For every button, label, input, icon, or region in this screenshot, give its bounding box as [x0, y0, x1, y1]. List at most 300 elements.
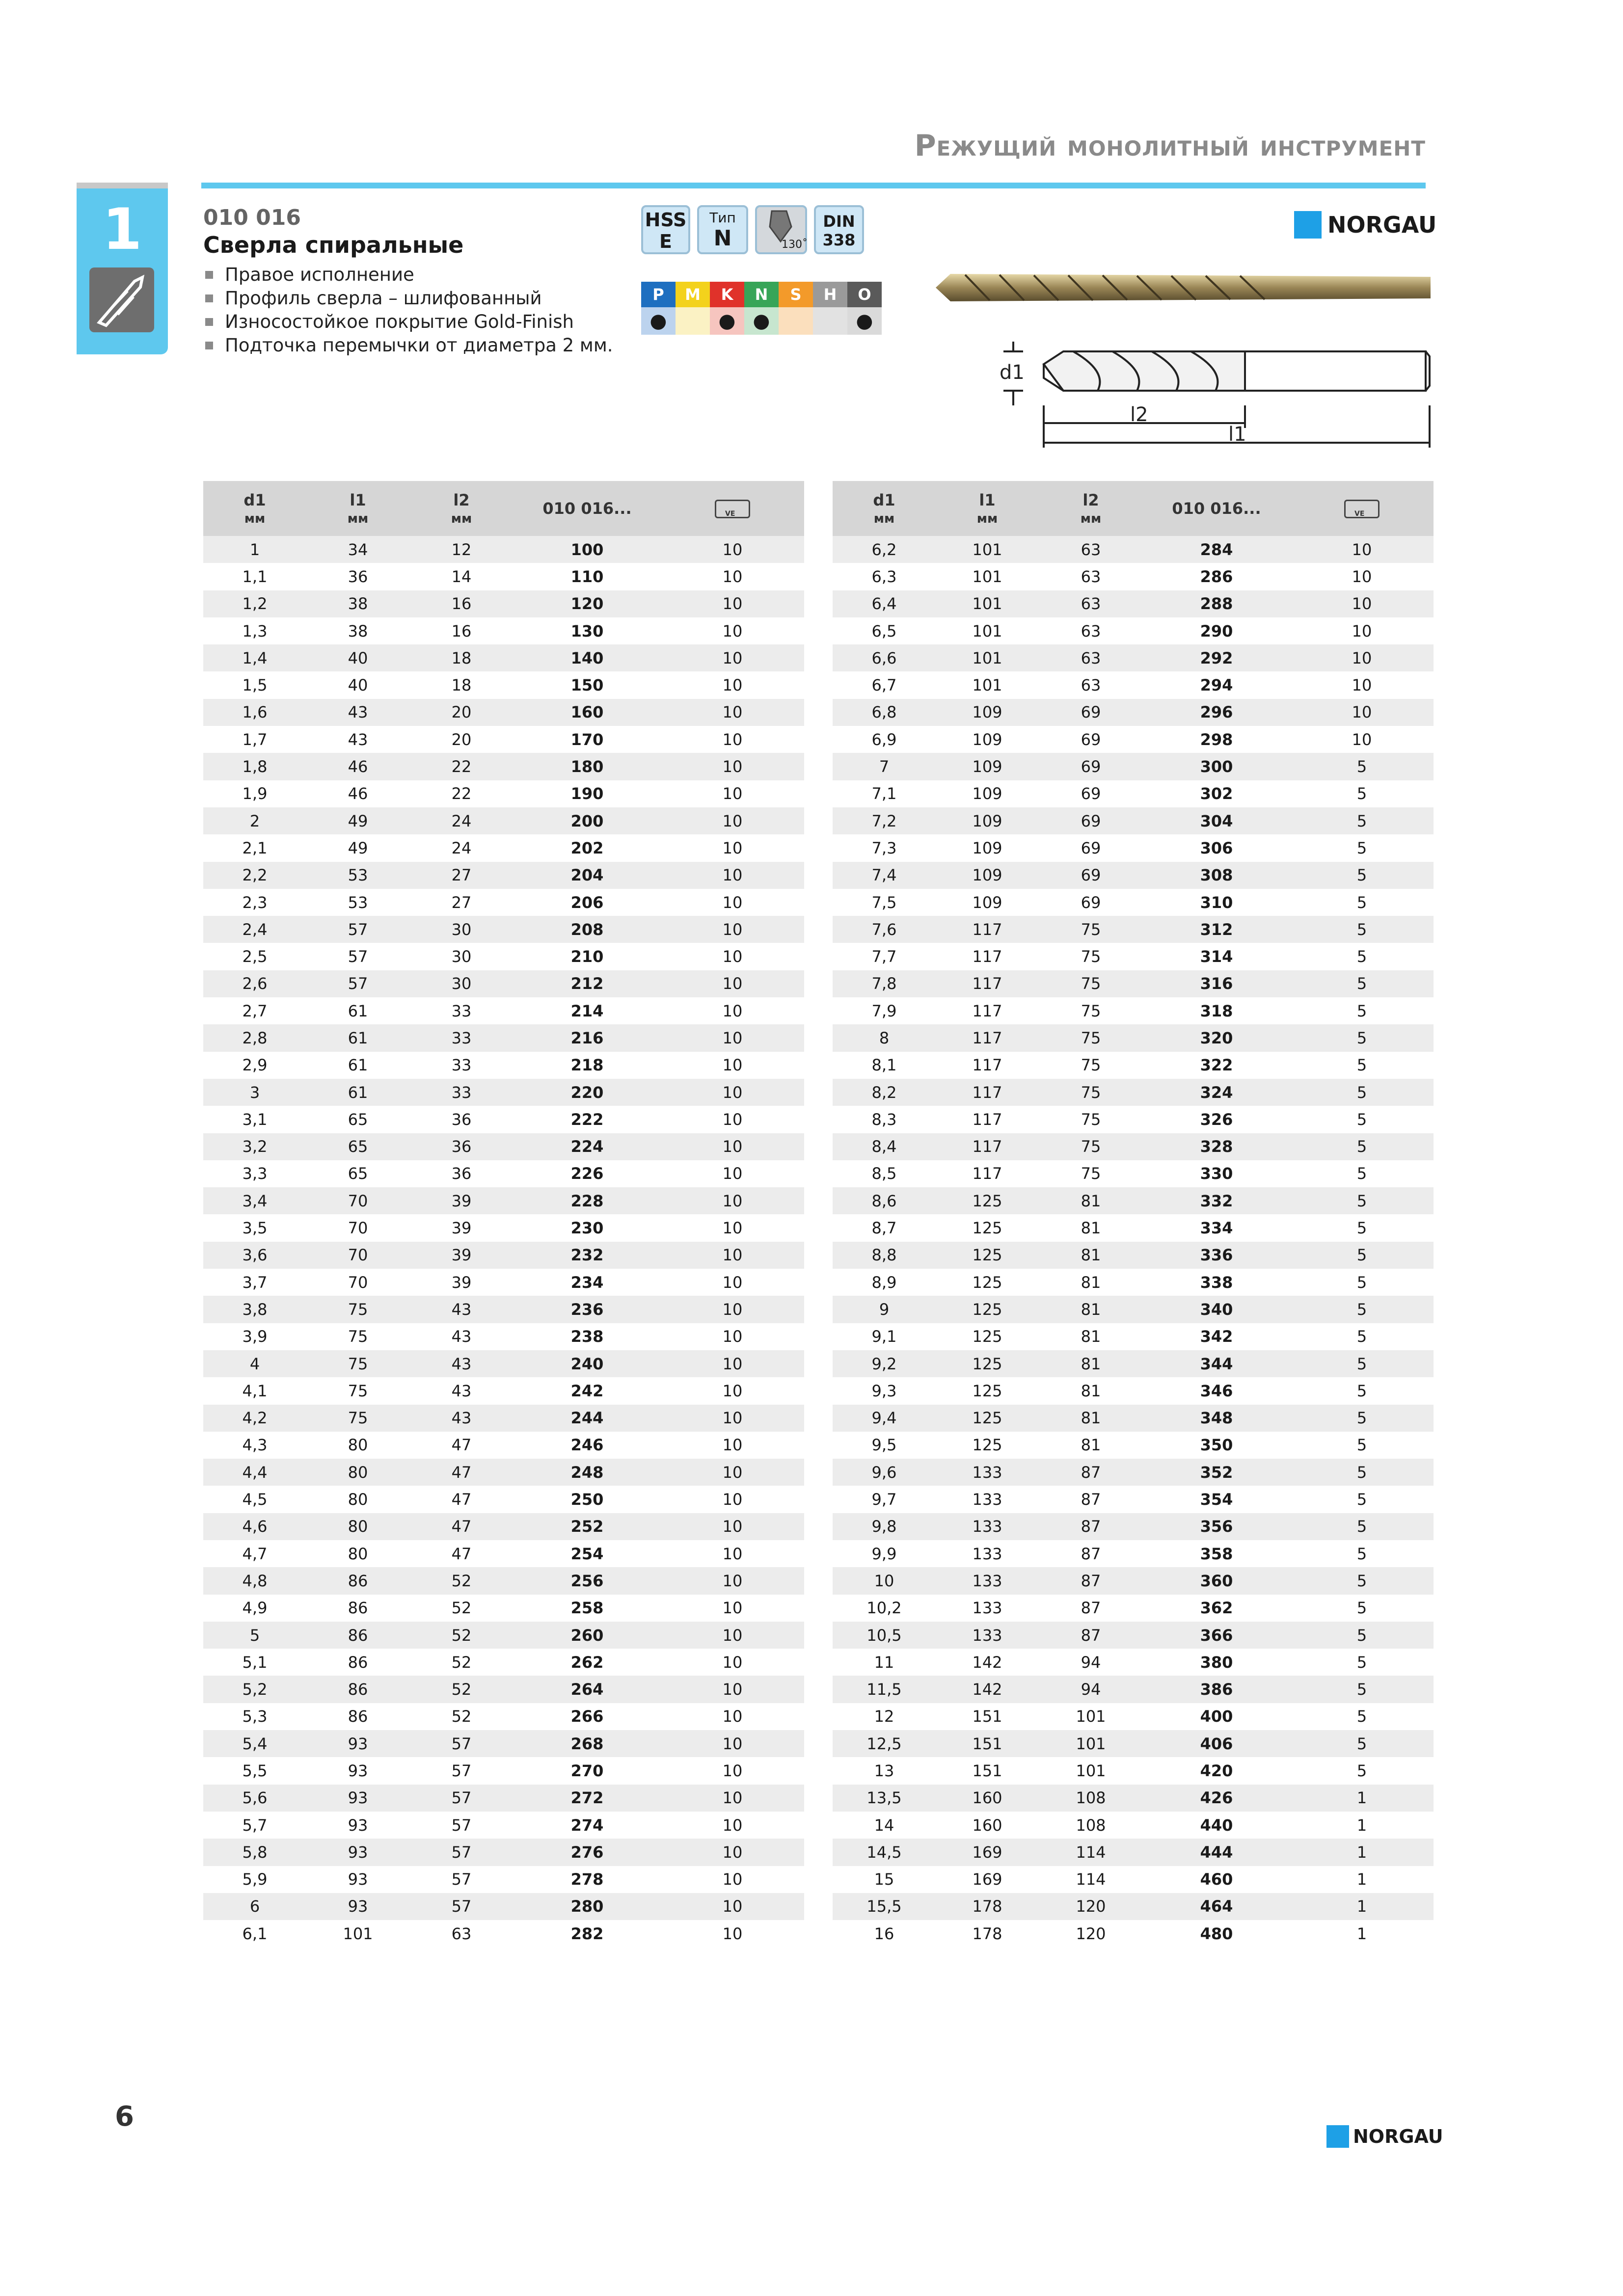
cell-pack-qty: 10 [661, 1459, 804, 1486]
table-row [203, 1133, 804, 1160]
cell-l2: 18 [409, 644, 514, 671]
cell-d1: 9,4 [833, 1405, 936, 1432]
cell-d1: 6,4 [833, 590, 936, 617]
cell-l1: 125 [972, 1327, 1002, 1346]
feature-item: Износостойкое покрытие Gold-Finish [203, 310, 613, 334]
material-m: M [676, 282, 710, 307]
cell-l2: 43 [409, 1350, 514, 1377]
cell-d1: 7,5 [871, 893, 897, 912]
drill-photo [936, 262, 1433, 313]
table-row [833, 617, 1434, 644]
cell-article: 266 [570, 1707, 604, 1726]
cell-pack-qty: 5 [1290, 1459, 1434, 1486]
cell-pack-qty: 10 [722, 621, 743, 641]
header-article: 010 016... [514, 481, 661, 536]
table-row [833, 780, 1434, 807]
cell-l1: 142 [936, 1676, 1039, 1703]
cell-article: 296 [1143, 699, 1290, 726]
cell-l1: 40 [348, 676, 368, 695]
cell-article: 318 [1200, 1001, 1233, 1020]
cell-pack-qty: 5 [1356, 838, 1367, 857]
table-row [203, 1106, 804, 1133]
cell-article: 256 [514, 1567, 661, 1594]
cell-article: 110 [570, 567, 604, 586]
cell-pack-qty: 5 [1356, 1327, 1367, 1346]
cell-l1: 125 [936, 1296, 1039, 1323]
cell-article: 212 [514, 970, 661, 997]
cell-d1: 1,1 [242, 567, 268, 586]
cell-article: 288 [1143, 590, 1290, 617]
cell-l2: 101 [1076, 1707, 1106, 1726]
cell-pack-qty: 10 [722, 1001, 743, 1020]
cell-l2: 75 [1039, 1133, 1143, 1160]
table-row [203, 726, 804, 753]
material-m-indicator [676, 307, 710, 335]
cell-pack-qty: 10 [661, 1350, 804, 1377]
cell-l2: 94 [1039, 1676, 1143, 1703]
cell-d1: 14,5 [833, 1839, 936, 1866]
table-row [203, 916, 804, 943]
cell-pack-qty: 1 [1290, 1785, 1434, 1812]
cell-l1: 109 [936, 807, 1039, 834]
cell-l1: 125 [972, 1219, 1002, 1238]
cell-d1: 4,8 [203, 1567, 306, 1594]
cell-l1: 70 [348, 1273, 368, 1292]
cell-l2: 87 [1039, 1622, 1143, 1649]
cell-pack-qty: 5 [1290, 807, 1434, 834]
cell-pack-qty: 5 [1356, 1110, 1367, 1129]
cell-l2: 63 [1081, 567, 1101, 586]
cell-l1: 101 [972, 676, 1002, 695]
cell-l1: 43 [306, 699, 409, 726]
cell-l1: 117 [936, 1133, 1039, 1160]
cell-l1: 61 [306, 1079, 409, 1106]
cell-l2: 57 [409, 1839, 514, 1866]
table-row [833, 726, 1434, 753]
cell-l1: 93 [348, 1762, 368, 1780]
cell-l2: 81 [1081, 1219, 1101, 1238]
table-row [203, 1676, 804, 1703]
cell-l1: 53 [306, 862, 409, 889]
cell-pack-qty: 10 [1352, 676, 1372, 695]
cell-l2: 81 [1039, 1405, 1143, 1432]
feature-item: Подточка перемычки от диаметра 2 мм. [203, 334, 613, 357]
cell-article: 252 [514, 1513, 661, 1540]
cell-l1: 86 [348, 1653, 368, 1672]
cell-l2: 69 [1039, 862, 1143, 889]
cell-l2: 36 [409, 1133, 514, 1160]
cell-pack-qty: 5 [1356, 1544, 1367, 1563]
table-row [833, 1323, 1434, 1350]
table-row [203, 1187, 804, 1214]
table-row [203, 1920, 804, 1947]
cell-article: 216 [514, 1024, 661, 1051]
cell-l1: 57 [348, 947, 368, 966]
product-code: 010 016 [203, 205, 301, 230]
cell-l2: 27 [409, 862, 514, 889]
cell-l1: 80 [306, 1459, 409, 1486]
cell-l1: 169 [972, 1870, 1002, 1889]
table-row [833, 1540, 1434, 1567]
cell-l2: 63 [1081, 621, 1101, 641]
cell-d1: 10,2 [866, 1599, 902, 1618]
cell-l2: 81 [1039, 1296, 1143, 1323]
cell-pack-qty: 10 [722, 1544, 743, 1563]
table-header [833, 481, 1434, 536]
cell-d1: 3 [203, 1079, 306, 1106]
cell-pack-qty: 10 [1290, 644, 1434, 671]
cell-l1: 49 [348, 838, 368, 857]
table-row [833, 671, 1434, 698]
cell-l2: 20 [409, 699, 514, 726]
header-d1 [203, 481, 306, 536]
cell-pack-qty: 10 [722, 1870, 743, 1889]
cell-article: 180 [514, 753, 661, 780]
cell-article: 246 [570, 1436, 604, 1455]
cell-article: 440 [1200, 1815, 1233, 1835]
cell-pack-qty: 10 [661, 536, 804, 563]
cell-article: 386 [1143, 1676, 1290, 1703]
cell-d1: 4,5 [242, 1490, 268, 1509]
pack-quantity-icon [715, 500, 750, 518]
header-l2 [1039, 481, 1143, 536]
table-row [833, 1106, 1434, 1133]
table-row [203, 1052, 804, 1079]
cell-d1: 16 [874, 1924, 894, 1943]
cell-article: 100 [514, 536, 661, 563]
cell-l2: 36 [451, 1164, 472, 1183]
cell-l1: 125 [972, 1273, 1002, 1292]
cell-l2: 120 [1039, 1893, 1143, 1920]
cell-article: 326 [1200, 1110, 1233, 1129]
table-row [833, 1676, 1434, 1703]
table-row [203, 1432, 804, 1459]
cell-pack-qty: 10 [722, 1327, 743, 1346]
cell-article: 150 [570, 676, 604, 695]
table-row [203, 1730, 804, 1757]
table-row [203, 943, 804, 970]
cell-pack-qty: 1 [1290, 1893, 1434, 1920]
cell-l2: 75 [1081, 1056, 1101, 1075]
cell-l2: 57 [409, 1730, 514, 1757]
cell-d1: 13,5 [833, 1785, 936, 1812]
cell-l1: 86 [306, 1567, 409, 1594]
cell-article: 336 [1143, 1242, 1290, 1269]
cell-pack-qty: 10 [722, 838, 743, 857]
cell-l2: 33 [409, 1024, 514, 1051]
cell-d1: 6 [203, 1893, 306, 1920]
table-row [833, 1893, 1434, 1920]
brand-logo: NORGAU [1327, 212, 1437, 238]
cell-article: 170 [570, 730, 604, 749]
cell-l1: 43 [348, 730, 368, 749]
table-row [203, 1866, 804, 1893]
cell-l1: 133 [972, 1544, 1002, 1563]
header-l1-label: l1 [979, 491, 996, 509]
header-l2 [409, 481, 514, 536]
table-row [203, 834, 804, 861]
cell-l2: 69 [1081, 838, 1101, 857]
cell-pack-qty: 5 [1356, 1599, 1367, 1618]
cell-article: 316 [1143, 970, 1290, 997]
table-row [203, 1242, 804, 1269]
cell-d1: 9,9 [871, 1544, 897, 1563]
cell-pack-qty: 10 [1352, 621, 1372, 641]
cell-l1: 46 [306, 753, 409, 780]
cell-l2: 47 [409, 1513, 514, 1540]
cell-pack-qty: 10 [722, 1056, 743, 1075]
material-n: N [744, 282, 779, 307]
cell-d1: 2,9 [242, 1056, 268, 1075]
cell-article: 234 [570, 1273, 604, 1292]
table-row [833, 970, 1434, 997]
table-row [833, 1812, 1434, 1839]
cell-l2: 75 [1039, 1024, 1143, 1051]
cell-pack-qty: 5 [1290, 1024, 1434, 1051]
cell-pack-qty: 10 [661, 807, 804, 834]
diagram-l2-label: l2 [1130, 403, 1148, 426]
table-row [833, 997, 1434, 1024]
cell-l1: 38 [306, 590, 409, 617]
cell-d1: 2,4 [203, 916, 306, 943]
cell-d1: 7,4 [833, 862, 936, 889]
header-l1 [306, 481, 409, 536]
cell-pack-qty: 1 [1290, 1839, 1434, 1866]
material-k: K [710, 282, 744, 307]
header-d1-label: d1 [873, 491, 895, 509]
cell-article: 334 [1200, 1219, 1233, 1238]
cell-l1: 117 [936, 1024, 1039, 1051]
cell-l2: 39 [409, 1187, 514, 1214]
table-row [833, 1187, 1434, 1214]
cell-l2: 114 [1039, 1839, 1143, 1866]
cell-l2: 22 [451, 784, 472, 803]
cell-d1: 4,3 [242, 1436, 268, 1455]
table-row [203, 699, 804, 726]
cell-d1: 8,7 [871, 1219, 897, 1238]
cell-l2: 120 [1076, 1924, 1106, 1943]
cell-pack-qty: 10 [661, 916, 804, 943]
cell-article: 238 [570, 1327, 604, 1346]
cell-l2: 33 [451, 1001, 472, 1020]
cell-l2: 63 [1039, 644, 1143, 671]
cell-article: 222 [570, 1110, 604, 1129]
cell-l2: 43 [451, 1327, 472, 1346]
cell-pack-qty: 5 [1290, 970, 1434, 997]
cell-l1: 117 [972, 1001, 1002, 1020]
cell-l1: 46 [348, 784, 368, 803]
cell-l1: 101 [972, 621, 1002, 641]
cell-article: 338 [1200, 1273, 1233, 1292]
table-row [833, 1513, 1434, 1540]
material-p-indicator: ● [641, 307, 676, 335]
cell-d1: 9,8 [833, 1513, 936, 1540]
table-row [203, 563, 804, 590]
cell-d1: 8,8 [833, 1242, 936, 1269]
cell-l2: 114 [1076, 1870, 1106, 1889]
cell-article: 354 [1200, 1490, 1233, 1509]
cell-d1: 15,5 [833, 1893, 936, 1920]
cell-d1: 5,8 [203, 1839, 306, 1866]
table-row [833, 1052, 1434, 1079]
cell-article: 342 [1200, 1327, 1233, 1346]
pack-quantity-icon [1344, 500, 1380, 518]
cell-article: 480 [1200, 1924, 1233, 1943]
cell-article: 250 [570, 1490, 604, 1509]
cell-d1: 6,3 [871, 567, 897, 586]
size-table-left [203, 481, 804, 1947]
cell-d1: 9,5 [871, 1436, 897, 1455]
table-row [833, 1242, 1434, 1269]
cell-d1: 6,7 [871, 676, 897, 695]
cell-pack-qty: 10 [722, 1490, 743, 1509]
section-title: Режущий монолитный инструмент [914, 129, 1426, 163]
page-number: 6 [115, 2101, 134, 2133]
cell-d1: 3,1 [242, 1110, 268, 1129]
cell-d1: 7,1 [871, 784, 897, 803]
cell-article: 282 [570, 1924, 604, 1943]
cell-l2: 39 [409, 1242, 514, 1269]
chapter-tab-top [77, 183, 168, 188]
table-row [203, 1350, 804, 1377]
table-row [203, 671, 804, 698]
cell-d1: 2,3 [242, 893, 268, 912]
cell-pack-qty: 5 [1290, 1513, 1434, 1540]
cell-l1: 65 [348, 1110, 368, 1129]
table-row [833, 699, 1434, 726]
cell-l1: 40 [306, 644, 409, 671]
cell-d1: 7,2 [833, 807, 936, 834]
cell-l1: 93 [348, 1870, 368, 1889]
cell-d1: 7,3 [871, 838, 897, 857]
cell-article: 224 [514, 1133, 661, 1160]
cell-article: 254 [570, 1544, 604, 1563]
cell-l1: 65 [348, 1164, 368, 1183]
cell-article: 294 [1200, 676, 1233, 695]
cell-article: 242 [570, 1381, 604, 1400]
cell-l2: 87 [1039, 1459, 1143, 1486]
cell-d1: 8,3 [871, 1110, 897, 1129]
cell-article: 322 [1200, 1056, 1233, 1075]
cell-d1: 8,6 [833, 1187, 936, 1214]
cell-l2: 69 [1081, 893, 1101, 912]
cell-l1: 86 [348, 1707, 368, 1726]
cell-d1: 12,5 [833, 1730, 936, 1757]
cell-l1: 133 [936, 1459, 1039, 1486]
cell-article: 268 [514, 1730, 661, 1757]
material-h: H [813, 282, 847, 307]
cell-l2: 39 [451, 1219, 472, 1238]
table-row [833, 1567, 1434, 1594]
cell-l1: 117 [972, 1164, 1002, 1183]
cell-pack-qty: 10 [722, 947, 743, 966]
material-s: S [779, 282, 813, 307]
material-o: O [847, 282, 882, 307]
cell-d1: 2,1 [242, 838, 268, 857]
cell-d1: 15 [874, 1870, 894, 1889]
cell-d1: 3,4 [203, 1187, 306, 1214]
cell-d1: 2,7 [242, 1001, 268, 1020]
cell-d1: 7,7 [871, 947, 897, 966]
cell-pack-qty: 5 [1290, 1405, 1434, 1432]
cell-pack-qty: 1 [1356, 1815, 1367, 1835]
cell-pack-qty: 5 [1290, 916, 1434, 943]
table-row [833, 1785, 1434, 1812]
cell-l2: 33 [409, 1079, 514, 1106]
table-row [203, 1513, 804, 1540]
cell-l2: 69 [1039, 753, 1143, 780]
cell-l1: 61 [348, 1001, 368, 1020]
table-row [203, 1459, 804, 1486]
cell-pack-qty: 5 [1290, 1296, 1434, 1323]
table-row [833, 1350, 1434, 1377]
cell-pack-qty: 10 [661, 1133, 804, 1160]
cell-d1: 1,7 [242, 730, 268, 749]
cell-d1: 8,1 [871, 1056, 897, 1075]
header-l2-label: l2 [1082, 491, 1099, 509]
cell-pack-qty: 5 [1356, 1436, 1367, 1455]
cell-d1: 5,7 [242, 1815, 268, 1835]
cell-pack-qty: 10 [722, 676, 743, 695]
table-row [203, 617, 804, 644]
cell-d1: 4,2 [203, 1405, 306, 1432]
cell-article: 244 [514, 1405, 661, 1432]
cell-d1: 2,6 [203, 970, 306, 997]
cell-l1: 70 [348, 1219, 368, 1238]
cell-d1: 3,5 [242, 1219, 268, 1238]
cell-article: 248 [514, 1459, 661, 1486]
size-table-right [833, 481, 1434, 1947]
cell-pack-qty: 10 [661, 644, 804, 671]
cell-l1: 109 [936, 699, 1039, 726]
cell-article: 324 [1143, 1079, 1290, 1106]
cell-l1: 109 [972, 893, 1002, 912]
cell-pack-qty: 5 [1356, 1056, 1367, 1075]
header-l2-label: l2 [453, 491, 470, 509]
cell-d1: 11 [874, 1653, 894, 1672]
cell-pack-qty: 10 [661, 1622, 804, 1649]
cell-d1: 14 [874, 1815, 894, 1835]
cell-pack-qty: 10 [722, 1762, 743, 1780]
table-row [833, 753, 1434, 780]
header-unit: мм [873, 511, 895, 526]
cell-l1: 86 [306, 1676, 409, 1703]
cell-article: 240 [514, 1350, 661, 1377]
cell-pack-qty: 10 [1290, 590, 1434, 617]
cell-article: 348 [1143, 1405, 1290, 1432]
table-header [203, 481, 804, 536]
footer-brand: NORGAU [1353, 2126, 1443, 2147]
cell-l2: 30 [409, 916, 514, 943]
cell-article: 200 [514, 807, 661, 834]
table-row [833, 1079, 1434, 1106]
cell-article: 332 [1143, 1187, 1290, 1214]
cell-pack-qty: 5 [1290, 753, 1434, 780]
header-unit: мм [347, 511, 369, 526]
cell-l1: 65 [306, 1133, 409, 1160]
material-n-indicator: ● [744, 307, 779, 335]
cell-l2: 30 [409, 970, 514, 997]
cell-pack-qty: 10 [661, 1405, 804, 1432]
table-row [203, 970, 804, 997]
table-row [203, 1323, 804, 1350]
cell-pack-qty: 10 [722, 730, 743, 749]
table-row [833, 1649, 1434, 1676]
cell-l1: 75 [306, 1350, 409, 1377]
product-name: Сверла спиральные [203, 232, 464, 258]
din-338-icon [814, 205, 864, 254]
cell-l2: 33 [451, 1056, 472, 1075]
